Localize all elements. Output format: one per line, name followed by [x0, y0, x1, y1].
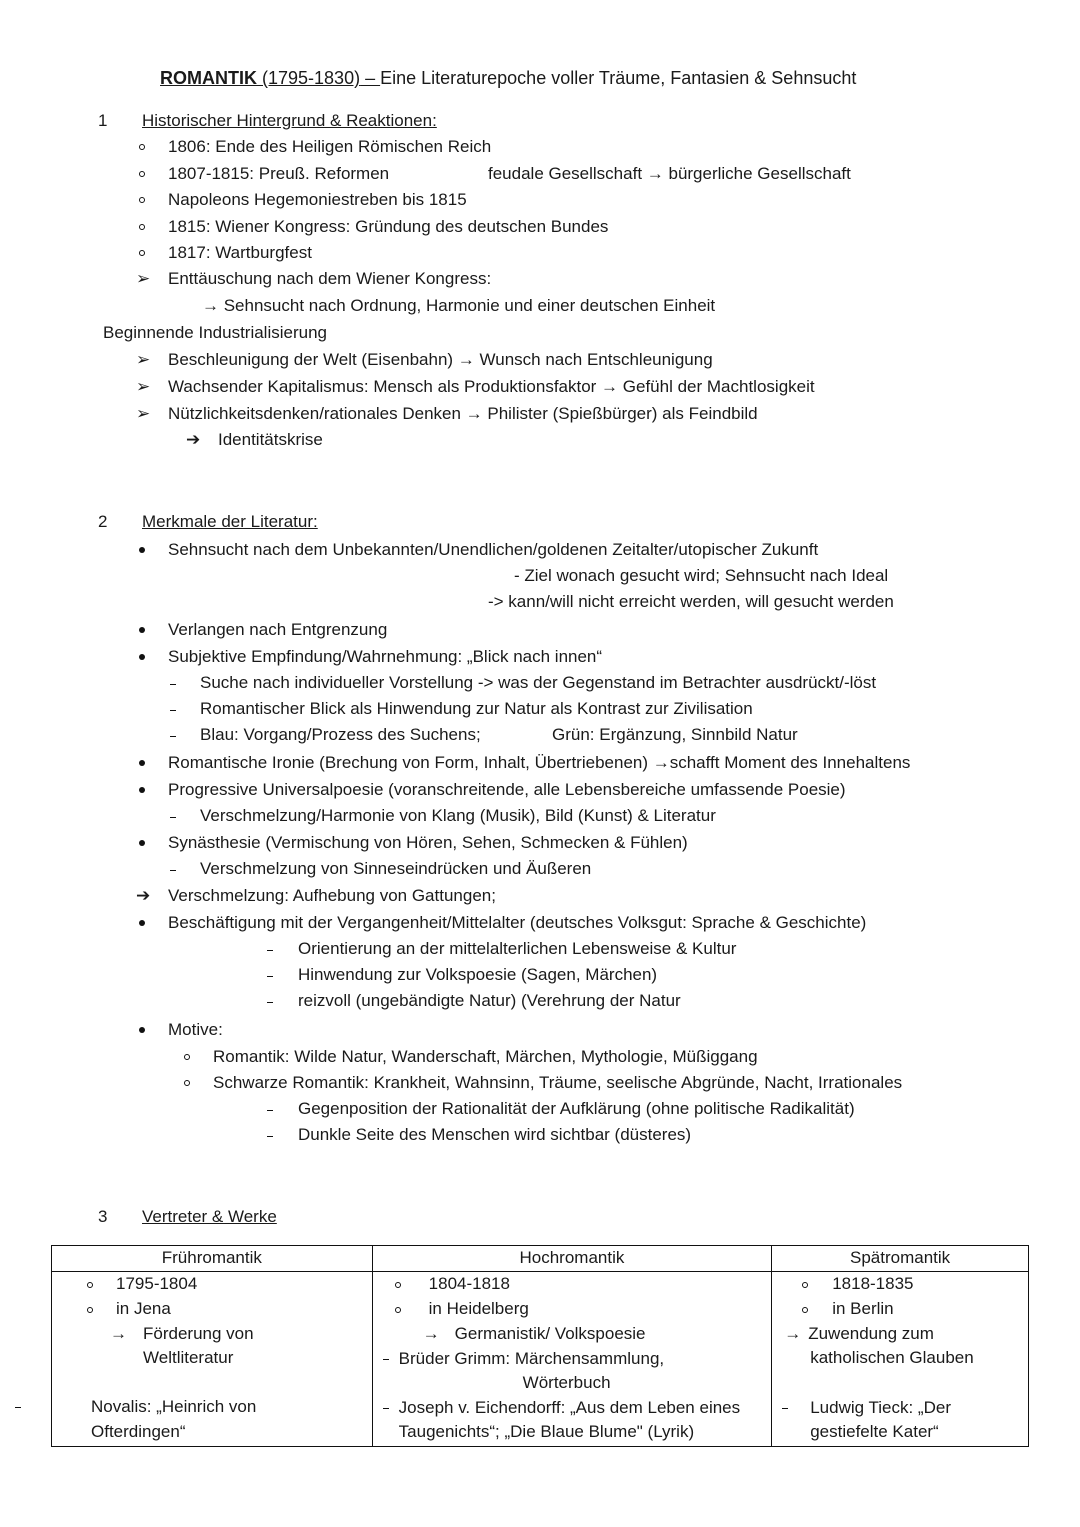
circle-bullet-icon	[802, 1307, 808, 1313]
disappointment-consequence: → Sehnsucht nach Ordnung, Harmonie und einer deutschen Einheit	[202, 296, 716, 315]
section-1-heading: Historischer Hintergrund & Reaktionen:	[142, 111, 437, 130]
motive-sub: Dunkle Seite des Menschen wird sichtbar (düsteres)	[298, 1125, 692, 1144]
bullet-icon	[139, 654, 145, 660]
section-2-number: 2	[98, 512, 108, 531]
dash-bullet-icon	[782, 1408, 788, 1409]
feature-past: Beschäftigung mit der Vergangenheit/Mittelalter (deutsches Volksgut: Sprache & Geschichte)	[168, 913, 867, 932]
bullet-icon	[139, 840, 145, 846]
subjective-sub: Blau: Vorgang/Prozess des Suchens;	[200, 725, 481, 744]
motive-item: Romantik: Wilde Natur, Wanderschaft, Märchen, Mythologie, Müßiggang	[213, 1047, 758, 1066]
dash-bullet-icon	[170, 817, 176, 818]
dash-bullet-icon	[15, 1407, 21, 1408]
dash-bullet-icon	[267, 1002, 273, 1003]
section-2-heading: Merkmale der Literatur:	[142, 512, 318, 531]
period-focus: Weltliteratur	[143, 1348, 234, 1367]
industrialization-heading: Beginnende Industrialisierung	[103, 323, 327, 342]
table-row	[52, 1272, 1029, 1447]
arrowhead-bullet-icon: ➢	[136, 269, 151, 288]
period-years: 1795-1804	[116, 1274, 198, 1293]
period-focus: katholischen Glauben	[810, 1348, 974, 1367]
arrowhead-bullet-icon: ➢	[136, 350, 151, 369]
title-epoch: ROMANTIK	[160, 68, 257, 88]
feature-motives: Motive:	[168, 1020, 223, 1039]
arrow-icon: →	[784, 1324, 802, 1343]
table-header-row	[52, 1246, 1029, 1272]
representative-work: Joseph v. Eichendorff: „Aus dem Leben eines	[398, 1398, 741, 1417]
feature-longing: Sehnsucht nach dem Unbekannten/Unendlichen/goldenen Zeitalter/utopischer Zukunft	[168, 540, 819, 559]
feature-boundless: Verlangen nach Entgrenzung	[168, 620, 388, 639]
industrial-item: Wachsender Kapitalismus: Mensch als Produktionsfaktor → Gefühl der Machtlosigkeit	[168, 377, 815, 396]
section-3-heading: Vertreter & Werke	[142, 1207, 277, 1226]
feature-longing-note: - Ziel wonach gesucht wird; Sehnsucht nach Ideal	[514, 566, 889, 585]
period-focus: Zuwendung zum	[808, 1324, 934, 1343]
bold-arrow-icon: ➔	[186, 430, 201, 449]
circle-bullet-icon	[184, 1080, 190, 1086]
title-subtitle: Eine Literaturepoche voller Träume, Fantasien & Sehnsucht	[380, 68, 857, 88]
circle-bullet-icon	[395, 1282, 401, 1288]
dash-bullet-icon	[383, 1408, 389, 1409]
history-item: 1817: Wartburgfest	[168, 243, 312, 262]
circle-bullet-icon	[139, 250, 145, 256]
representative-work: Wörterbuch	[522, 1373, 611, 1392]
representative-work: Taugenichts“; „Die Blaue Blume" (Lyrik)	[398, 1422, 695, 1441]
period-years: 1804-1818	[428, 1274, 510, 1293]
motive-item: Schwarze Romantik: Krankheit, Wahnsinn, Träume, seelische Abgründe, Nacht, Irrationales	[213, 1073, 903, 1092]
period-place: in Jena	[116, 1299, 171, 1318]
universal-poetry-sub: Verschmelzung/Harmonie von Klang (Musik), Bild (Kunst) & Literatur	[200, 806, 716, 825]
bold-arrow-icon: ➔	[136, 886, 151, 905]
industrial-item: Beschleunigung der Welt (Eisenbahn) → Wunsch nach Entschleunigung	[168, 350, 713, 369]
fusion-conclusion: Verschmelzung: Aufhebung von Gattungen;	[168, 886, 496, 905]
bullet-icon	[139, 627, 145, 633]
representative-work: gestiefelte Kater“	[810, 1422, 939, 1441]
identity-crisis: Identitätskrise	[218, 430, 323, 449]
arrow-icon: →	[422, 1324, 440, 1343]
feature-longing-note: -> kann/will nicht erreicht werden, will gesucht werden	[488, 592, 894, 611]
column-header: Frühromantik	[52, 1246, 373, 1272]
history-item: 1807-1815: Preuß. Reformen	[168, 164, 390, 183]
period-focus: Germanistik/ Volkspoesie	[454, 1324, 646, 1343]
motive-sub: Gegenposition der Rationalität der Aufklärung (ohne politische Radikalität)	[298, 1099, 855, 1118]
disappointment-item: Enttäuschung nach dem Wiener Kongress:	[168, 269, 492, 288]
arrowhead-bullet-icon: ➢	[136, 404, 151, 423]
representative-work: Novalis: „Heinrich von	[91, 1397, 257, 1416]
early-romanticism-cell	[52, 1272, 373, 1447]
late-romanticism-cell	[772, 1272, 1029, 1447]
title-years: (1795-1830)	[257, 68, 361, 88]
circle-bullet-icon	[139, 197, 145, 203]
period-focus: Förderung von	[143, 1324, 254, 1343]
representative-work: Ludwig Tieck: „Der	[810, 1398, 951, 1417]
dash-bullet-icon	[267, 950, 273, 951]
representatives-table	[51, 1245, 1029, 1447]
dash-bullet-icon	[170, 870, 176, 871]
dash-bullet-icon	[383, 1359, 389, 1360]
representative-work: Ofterdingen“	[91, 1422, 186, 1441]
subjective-sub: Suche nach individueller Vorstellung -> was der Gegenstand im Betrachter ausdrückt/-löst	[200, 673, 877, 692]
dash-bullet-icon	[170, 710, 176, 711]
period-place: in Heidelberg	[428, 1299, 529, 1318]
bullet-icon	[139, 760, 145, 766]
history-item: Napoleons Hegemoniestreben bis 1815	[168, 190, 467, 209]
bullet-icon	[139, 547, 145, 553]
circle-bullet-icon	[139, 171, 145, 177]
reform-note: feudale Gesellschaft → bürgerliche Gesellschaft	[488, 164, 851, 183]
past-sub: Orientierung an der mittelalterlichen Lebensweise & Kultur	[298, 939, 737, 958]
representative-work: Brüder Grimm: Märchensammlung,	[398, 1349, 665, 1368]
section-3-number: 3	[98, 1207, 108, 1226]
period-place: in Berlin	[832, 1299, 894, 1318]
arrow-icon: →	[110, 1324, 127, 1343]
feature-universal-poetry: Progressive Universalpoesie (voranschreitende, alle Lebensbereiche umfassende Poesie)	[168, 780, 846, 799]
dash-bullet-icon	[170, 736, 176, 737]
circle-bullet-icon	[395, 1307, 401, 1313]
high-romanticism-cell	[372, 1272, 772, 1447]
dash-bullet-icon	[267, 976, 273, 977]
dash-bullet-icon	[170, 684, 176, 685]
circle-bullet-icon	[139, 224, 145, 230]
past-sub: Hinwendung zur Volkspoesie (Sagen, Märchen)	[298, 965, 658, 984]
period-years: 1818-1835	[832, 1274, 914, 1293]
arrowhead-bullet-icon: ➢	[136, 377, 151, 396]
circle-bullet-icon	[802, 1282, 808, 1288]
column-header: Hochromantik	[372, 1246, 772, 1272]
bullet-icon	[139, 787, 145, 793]
circle-bullet-icon	[139, 144, 145, 150]
section-1-number: 1	[98, 111, 108, 130]
bullet-icon	[139, 1027, 145, 1033]
bullet-icon	[139, 920, 145, 926]
history-item: 1806: Ende des Heiligen Römischen Reich	[168, 137, 492, 156]
circle-bullet-icon	[87, 1282, 93, 1288]
circle-bullet-icon	[87, 1307, 93, 1313]
feature-irony: Romantische Ironie (Brechung von Form, Inhalt, Übertriebenen) →schafft Moment des Innehaltens	[168, 753, 911, 772]
feature-synesthesia: Synästhesie (Vermischung von Hören, Sehen, Schmecken & Fühlen)	[168, 833, 688, 852]
industrial-item: Nützlichkeitsdenken/rationales Denken → Philister (Spießbürger) als Feindbild	[168, 404, 758, 423]
column-header: Spätromantik	[772, 1246, 1029, 1272]
dash-bullet-icon	[267, 1136, 273, 1137]
history-item: 1815: Wiener Kongress: Gründung des deutschen Bundes	[168, 217, 609, 236]
subjective-green: Grün: Ergänzung, Sinnbild Natur	[552, 725, 798, 744]
title-separator: –	[360, 68, 381, 88]
feature-subjective: Subjektive Empfindung/Wahrnehmung: „Blick nach innen“	[168, 647, 603, 666]
synesthesia-sub: Verschmelzung von Sinneseindrücken und Äußeren	[200, 859, 592, 878]
circle-bullet-icon	[184, 1054, 190, 1060]
past-sub: reizvoll (ungebändigte Natur) (Verehrung der Natur	[298, 991, 681, 1010]
subjective-sub: Romantischer Blick als Hinwendung zur Natur als Kontrast zur Zivilisation	[200, 699, 753, 718]
page-title	[160, 68, 856, 88]
dash-bullet-icon	[267, 1110, 273, 1111]
